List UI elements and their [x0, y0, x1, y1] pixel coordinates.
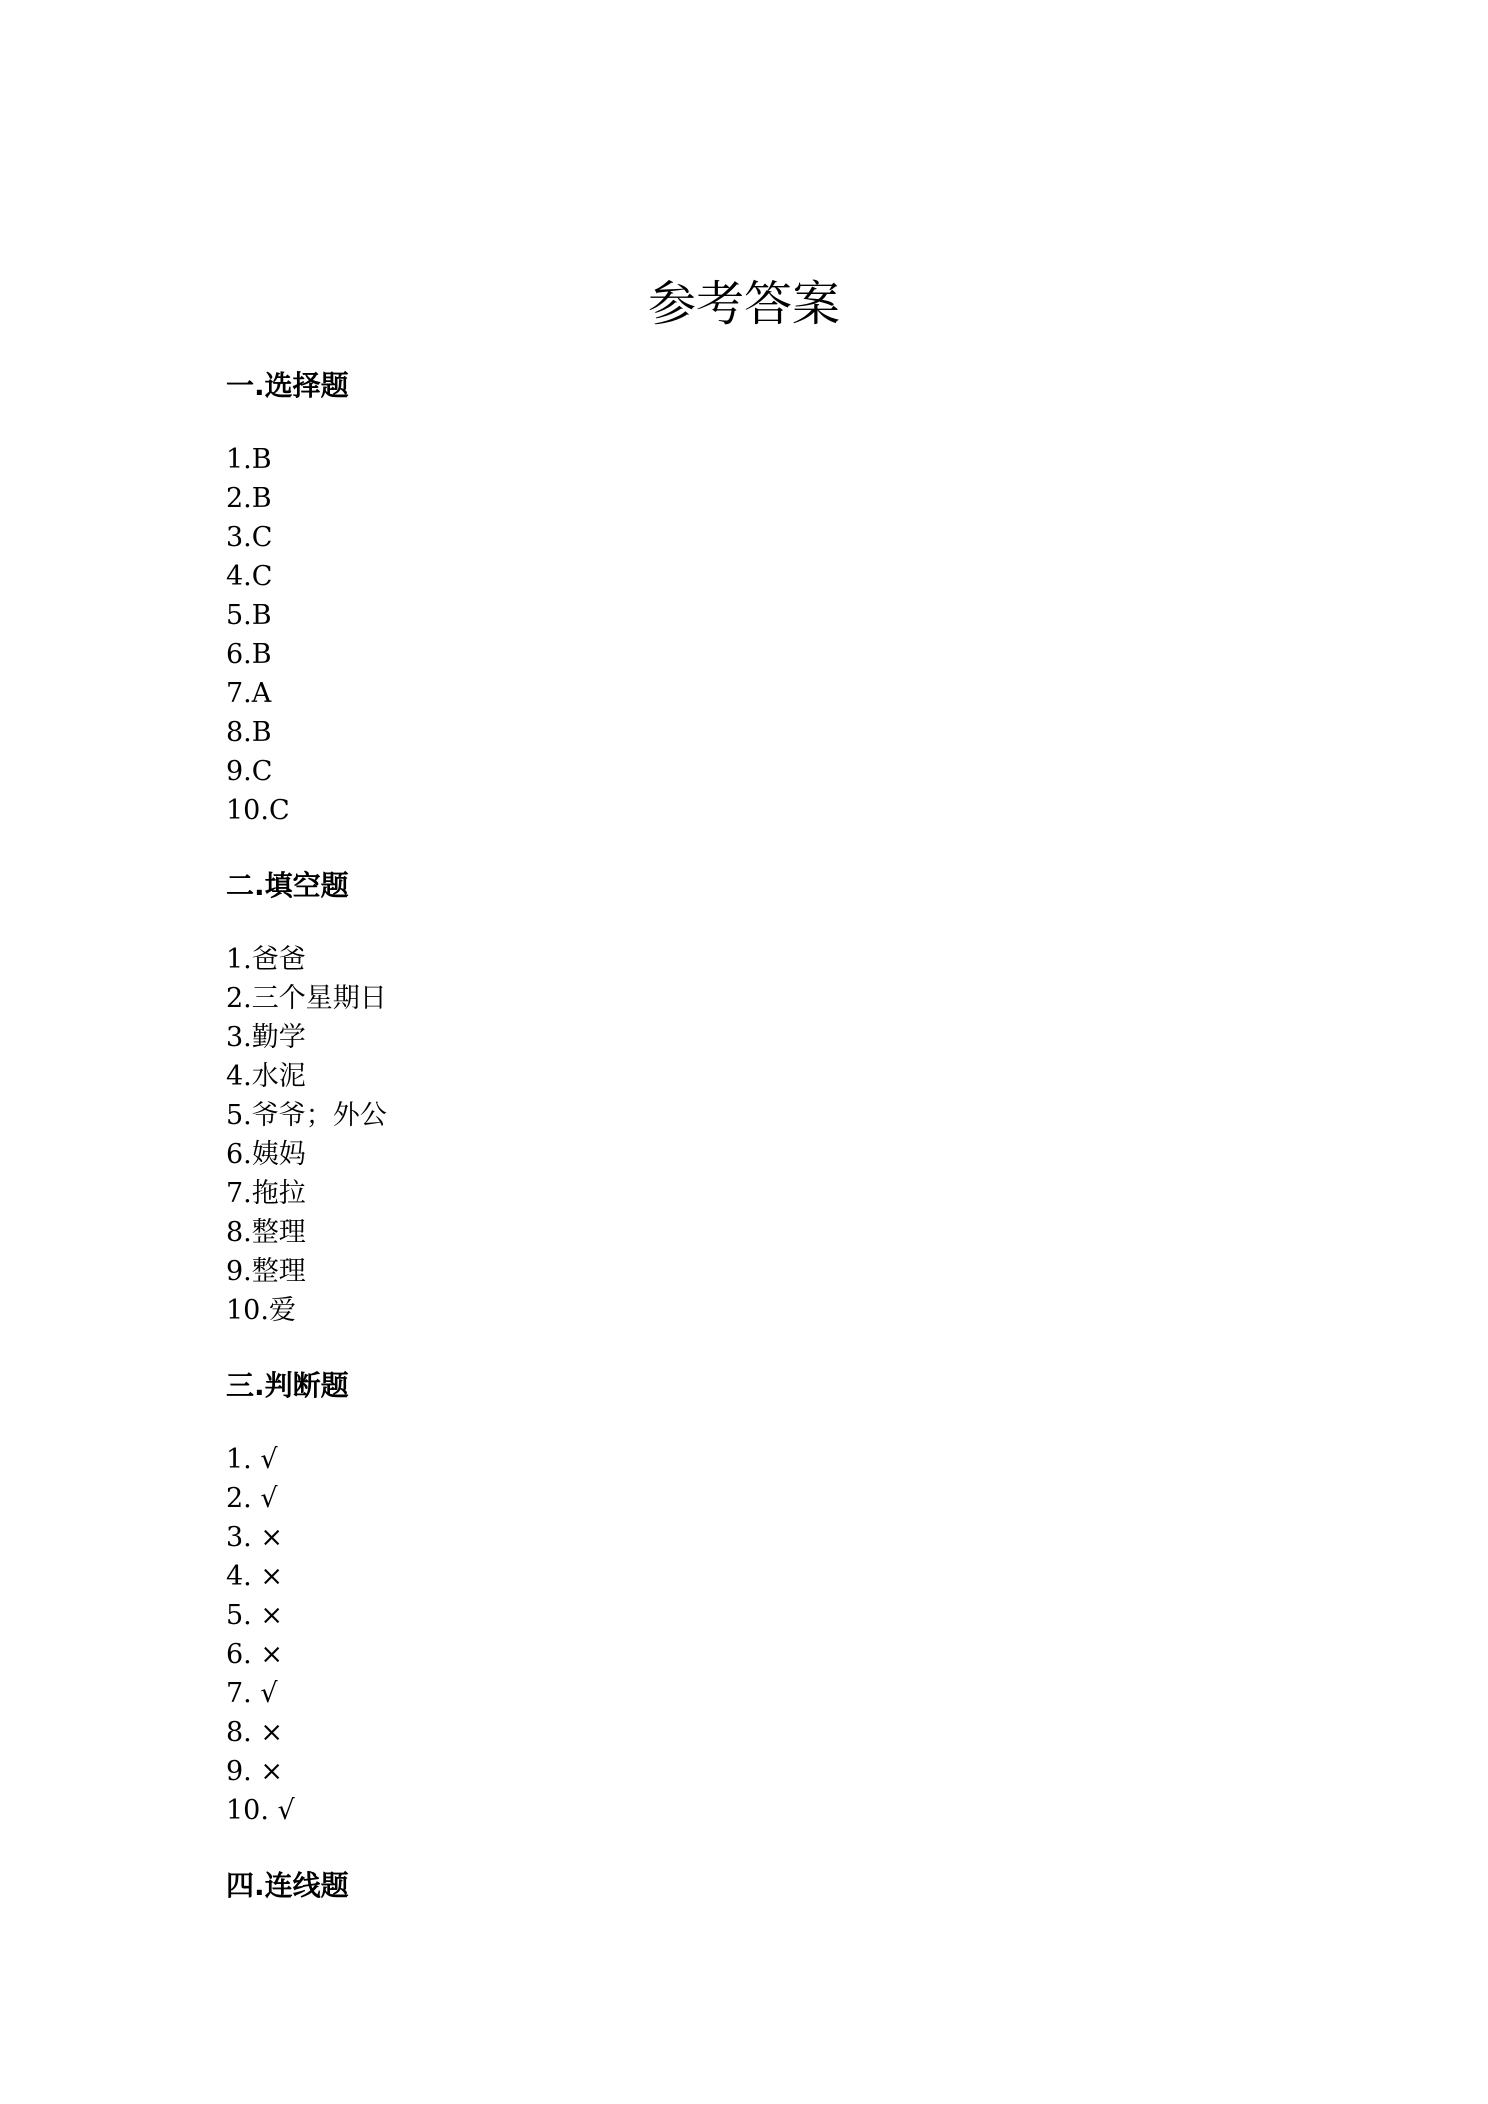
answer-item: 9.整理: [226, 1256, 306, 1287]
answer-item: 10.C: [226, 795, 290, 826]
section-heading: 一.选择题: [226, 369, 349, 402]
answer-item: 10. √: [226, 1795, 295, 1826]
answer-item: 4. ×: [226, 1561, 283, 1592]
answer-item: 9. ×: [226, 1756, 283, 1787]
section-fill-in-blank: [226, 866, 1326, 1330]
page-title: 参考答案: [647, 276, 840, 332]
answer-item: 3.勤学: [226, 1022, 306, 1053]
answer-item: 7.拖拉: [226, 1178, 306, 1209]
answer-list: [226, 1440, 1326, 1830]
answer-list: [226, 940, 1326, 1330]
answer-item: 3.C: [226, 522, 273, 553]
answer-item: 1.B: [226, 444, 272, 475]
answer-item: 2.B: [226, 483, 272, 514]
answer-item: 7.A: [226, 678, 272, 709]
answer-list: [226, 440, 1326, 830]
answer-item: 1. √: [226, 1444, 278, 1475]
answer-item: 1.爸爸: [226, 944, 306, 975]
answer-item: 8.整理: [226, 1217, 306, 1248]
answer-item: 6. ×: [226, 1639, 283, 1670]
section-true-false: [226, 1366, 1326, 1830]
answer-item: 5.B: [226, 600, 272, 631]
answer-item: 5.爷爷；外公: [226, 1100, 387, 1131]
answer-item: 3. ×: [226, 1522, 283, 1553]
answer-item: 6.B: [226, 639, 272, 670]
answer-item: 2.三个星期日: [226, 983, 387, 1014]
answer-item: 2. √: [226, 1483, 278, 1514]
section-heading: 三.判断题: [226, 1369, 349, 1402]
section-matching: [226, 1866, 1326, 1906]
answer-item: 9.C: [226, 756, 273, 787]
answer-item: 5. ×: [226, 1600, 283, 1631]
answer-item: 6.姨妈: [226, 1139, 306, 1170]
section-heading: 四.连线题: [226, 1869, 349, 1902]
answer-item: 7. √: [226, 1678, 278, 1709]
section-heading: 二.填空题: [226, 869, 349, 902]
answer-item: 8.B: [226, 717, 272, 748]
section-multiple-choice: [226, 366, 1326, 830]
answer-item: 8. ×: [226, 1717, 283, 1748]
answer-item: 4.水泥: [226, 1061, 306, 1092]
answer-item: 4.C: [226, 561, 273, 592]
answer-item: 10.爱: [226, 1295, 296, 1326]
